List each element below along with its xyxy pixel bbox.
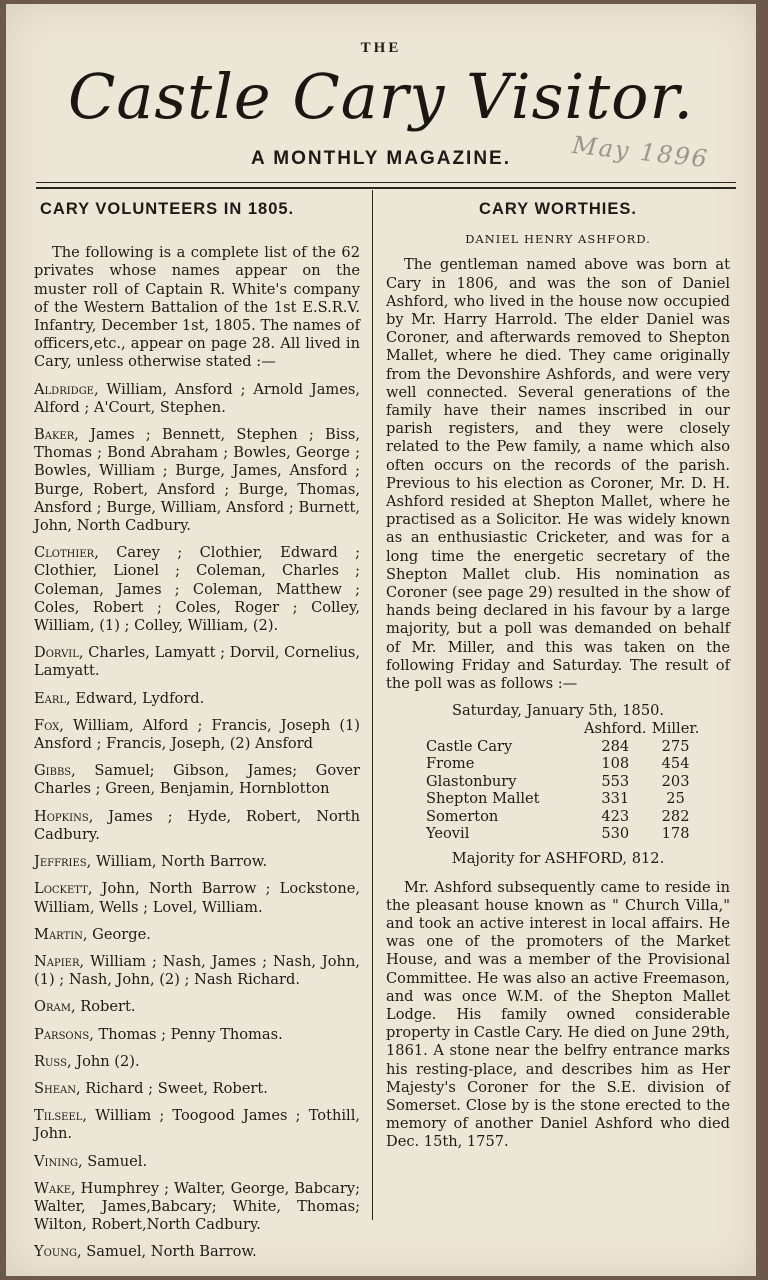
left-column [34, 190, 360, 1271]
volunteer-entry [34, 1153, 360, 1171]
volunteer-text: , William, Ansford ; Arnold James, Alford ; A'Court, Stephen. [34, 380, 360, 416]
column-divider [372, 190, 373, 1220]
poll-table [426, 720, 705, 842]
volunteer-surname: Napier [34, 952, 80, 970]
poll-miller-votes: 25 [666, 790, 685, 808]
volunteer-text: , William ; Toogood James ; Tothill, John. [34, 1107, 360, 1143]
poll-place: Shepton Mallet [426, 790, 540, 808]
volunteer-text: , Carey ; Clothier, Edward ; Clothier, Lionel ; Coleman, Charles ; Coleman, James ; Coleman, Matthew ; Coles, Robert ; Coles, Roger ; Colley, William, (1) ; Colley, William, (2). [34, 544, 360, 635]
volunteer-surname: Vining [34, 1152, 78, 1170]
masthead-subtitle: A MONTHLY MAGAZINE. [250, 148, 512, 169]
volunteer-entry [34, 1080, 360, 1098]
volunteer-entry [34, 644, 360, 680]
poll-row [426, 773, 705, 790]
volunteer-list [34, 381, 360, 1262]
volunteer-entry [34, 381, 360, 417]
volunteer-text: , Samuel. [77, 1152, 148, 1170]
volunteer-surname: Russ [34, 1052, 67, 1070]
poll-ashford-votes: 284 [601, 737, 630, 755]
volunteer-surname: Oram [34, 998, 71, 1016]
volunteer-surname: Shean [34, 1079, 76, 1097]
volunteer-surname: Gibbs [34, 762, 72, 780]
top-rule-thick [36, 187, 736, 189]
volunteer-surname: Parsons [34, 1025, 90, 1043]
volunteer-surname: Wake [34, 1179, 71, 1197]
poll-ashford-votes: 553 [601, 772, 630, 790]
poll-row [426, 825, 705, 842]
volunteer-entry [34, 1026, 360, 1044]
volunteer-text: , Samuel, North Barrow. [77, 1243, 257, 1261]
volunteer-text: , William, Alford ; Francis, Joseph (1) Ansford ; Francis, Joseph, (2) Ansford [34, 716, 360, 753]
volunteer-text: , Samuel; Gibson, James; Gover Charles ; Green, Benjamin, Hornblotton [34, 762, 360, 798]
volunteer-entry [34, 717, 360, 753]
poll-miller-votes: 282 [661, 807, 690, 825]
volunteer-text: , George. [82, 925, 151, 943]
volunteer-surname: Young [34, 1243, 77, 1261]
volunteer-text: , James ; Hyde, Robert, North Cadbury. [34, 807, 360, 843]
worthies-heading: CARY WORTHIES. [479, 200, 637, 218]
poll-header-ashford: Ashford. [584, 720, 647, 738]
volunteer-entry [34, 426, 360, 535]
poll-header-miller: Miller. [651, 720, 700, 738]
volunteer-surname: Aldridge [34, 380, 94, 398]
poll-place: Yeovil [426, 824, 470, 842]
volunteer-surname: Baker [34, 426, 75, 444]
poll-row [426, 808, 705, 825]
volunteer-text: , Charles, Lamyatt ; Dorvil, Cornelius, Lamyatt. [34, 644, 360, 680]
poll-ashford-votes: 331 [601, 790, 630, 808]
masthead-the: THE [360, 40, 402, 56]
volunteer-entry [34, 880, 360, 916]
volunteer-surname: Fox [34, 716, 60, 734]
volunteer-text: , Edward, Lydford. [66, 689, 205, 707]
poll-majority: Majority for ASHFORD, 812. [451, 850, 665, 868]
poll-place: Castle Cary [426, 737, 513, 755]
volunteer-text: , William, North Barrow. [86, 853, 268, 871]
volunteer-text: , William ; Nash, James ; Nash, John, (1) ; Nash, John, (2) ; Nash Richard. [34, 952, 360, 989]
volunteer-surname: Clothier [34, 544, 95, 562]
volunteer-entry [34, 953, 360, 989]
poll-place: Glastonbury [426, 772, 517, 790]
poll-miller-votes: 178 [661, 824, 690, 842]
poll-ashford-votes: 108 [601, 755, 630, 773]
volunteer-surname: Hopkins [34, 807, 89, 825]
poll-miller-votes: 454 [661, 755, 690, 773]
poll-header-row [426, 720, 705, 737]
masthead-title: Castle Cary Visitor. [67, 60, 695, 133]
volunteer-entry [34, 926, 360, 944]
poll-row [426, 790, 705, 807]
volunteer-surname: Martin [34, 925, 83, 943]
volunteer-surname: Lockett [34, 880, 88, 898]
volunteer-text: , John (2). [66, 1052, 140, 1070]
worthies-subheading: DANIEL HENRY ASHFORD. [465, 232, 651, 247]
volunteer-surname: Earl [34, 689, 67, 707]
poll-body [426, 738, 705, 842]
ashford-paragraph-2: Mr. Ashford subsequently came to reside in the pleasant house known as " Church Villa," and took an active interest in local affairs. He was one of the promoters of the Market House, and was a member of the Provisional Committee. He was also an active Freemason, and was once W.M. of the Shepton Mallet Lodge. His family owned considerable property in Castle Cary. He died on June 29th, 1861. A stone near the belfry entrance marks his resting-place, and describes him as Her Majesty's Coroner for the S.E. division of Somerset. Close by is the stone erected to the memory of another Daniel Ashford who died Dec. 15th, 1757. [386, 878, 730, 1151]
magazine-page [6, 4, 756, 1276]
volunteer-entry [34, 544, 360, 635]
volunteer-text: , James ; Bennett, Stephen ; Biss, Thomas ; Bond Abraham ; Bowles, George ; Bowles, William ; Burge, James, Ansford ; Burge, Robert, Ansford ; Burge, Thomas, Ansford ; Burge, William, Ansford ; Burnett, John, North Cadbury. [34, 426, 360, 535]
volunteer-surname: Dorvil [34, 644, 79, 662]
volunteers-heading: CARY VOLUNTEERS IN 1805. [40, 200, 295, 218]
volunteer-entry [34, 1243, 360, 1261]
poll-place: Somerton [426, 807, 499, 825]
volunteer-text: , Richard ; Sweet, Robert. [76, 1079, 268, 1097]
volunteer-surname: Jeffries [34, 853, 87, 871]
poll-place: Frome [426, 755, 475, 773]
volunteers-intro: The following is a complete list of the 62 privates whose names appear on the muster roll of Captain R. White's company of the Western Battalion of the 1st E.S.R.V. Infantry, December 1st, 1805. The names of officers,etc., appear on page 28. All lived in Cary, unless otherwise stated :— [34, 244, 360, 371]
poll-date: Saturday, January 5th, 1850. [451, 702, 665, 720]
volunteer-entry [34, 998, 360, 1016]
poll-ashford-votes: 423 [601, 807, 630, 825]
poll-ashford-votes: 530 [601, 824, 630, 842]
poll-row [426, 738, 705, 755]
poll-header-place [426, 720, 584, 737]
volunteer-text: , Robert. [70, 998, 136, 1016]
volunteer-entry [34, 808, 360, 844]
ashford-paragraph-1: The gentleman named above was born at Cary in 1806, and was the son of Daniel Ashford, who lived in the house now occupied by Mr. Harry Harrold. The elder Daniel was Coroner, and afterwards removed to Shepton Mallet, where he died. They came originally from the Devonshire Ashfords, and were very well connected. Several generations of the family have their names inscribed in our parish registers, and they were closely related to the Pew family, a name which also often occurs on the records of the parish. Previous to his election as Coroner, Mr. D. H. Ashford resided at Shepton Mallet, where he practised as a Solicitor. He was widely known as an enthusiastic Cricketer, and was for a long time the energetic secretary of the Shepton Mallet club. His nomination as Coroner (see page 29) resulted in the show of hands being declared in his favour by a large majority, but a poll was demanded on behalf of Mr. Miller, and this was taken on the following Friday and Saturday. The result of the poll was as follows :— [386, 256, 730, 693]
volunteer-entry [34, 1180, 360, 1235]
poll-miller-votes: 203 [661, 772, 690, 790]
volunteer-entry [34, 1053, 360, 1071]
volunteer-text: , John, North Barrow ; Lockstone, William, Wells ; Lovel, William. [34, 880, 360, 916]
volunteer-entry [34, 1107, 360, 1143]
volunteer-surname: Tilseel [34, 1107, 83, 1125]
top-rule [36, 182, 736, 183]
right-column [386, 190, 730, 1161]
handwritten-date: May 1896 [570, 130, 711, 174]
volunteer-text: , Humphrey ; Walter, George, Babcary; Walter, James,Babcary; White, Thomas; Wilton, Robert,North Cadbury. [34, 1179, 360, 1234]
volunteer-entry [34, 762, 360, 798]
poll-miller-votes: 275 [661, 737, 690, 755]
volunteer-text: , Thomas ; Penny Thomas. [89, 1025, 283, 1043]
poll-row [426, 755, 705, 772]
volunteer-entry [34, 690, 360, 708]
volunteer-entry [34, 853, 360, 871]
